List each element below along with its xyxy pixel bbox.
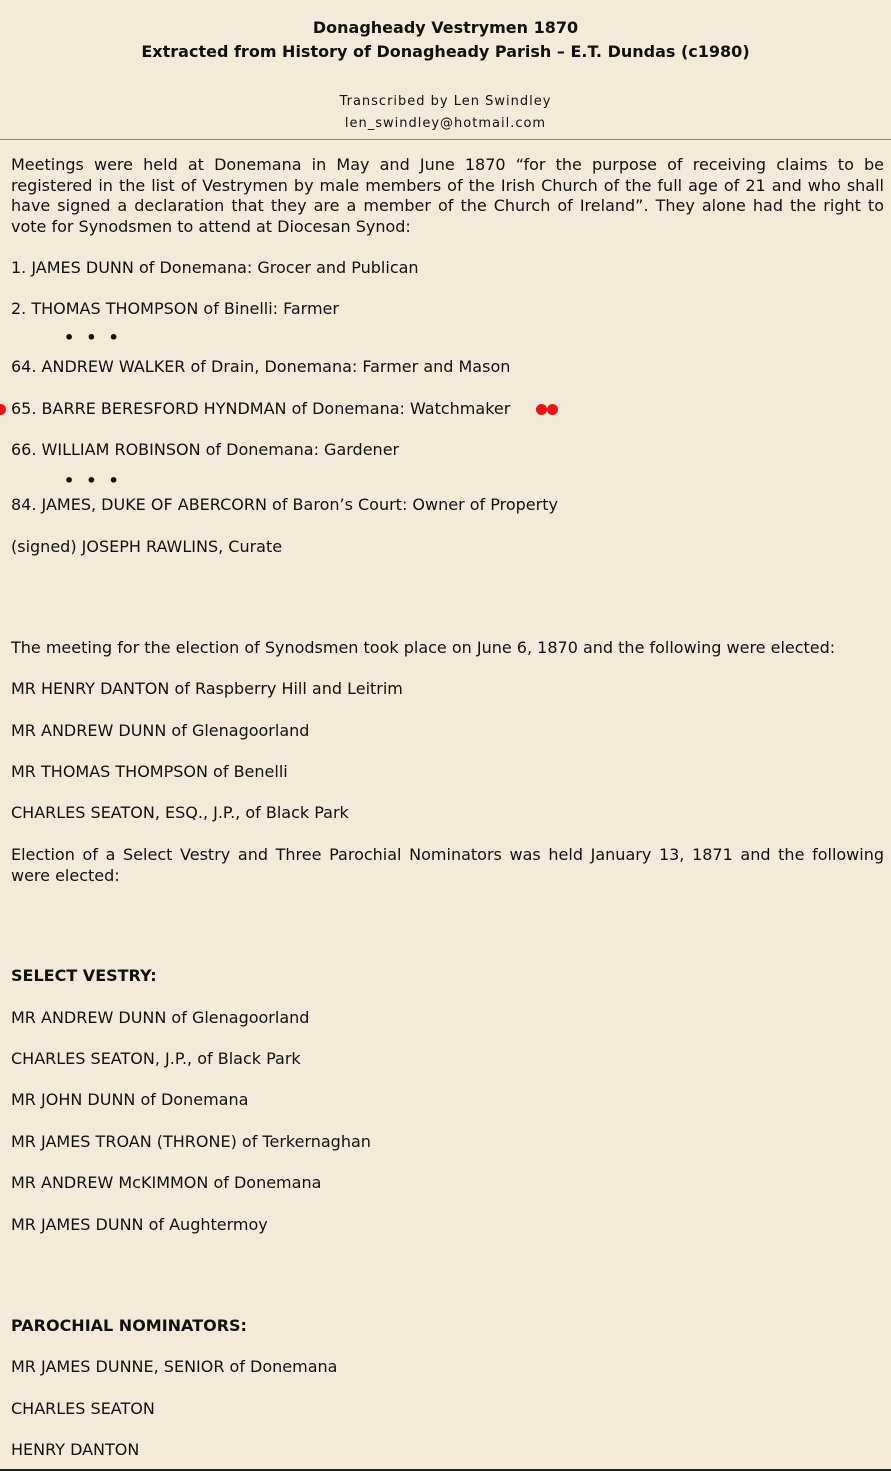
vestryman-64: 64. ANDREW WALKER of Drain, Donemana: Farmer and Mason [11, 357, 511, 376]
nominator-1: MR JAMES DUNNE, SENIOR of Donemana [11, 1357, 338, 1376]
intro-paragraph: Meetings were held at Donemana in May and June 1870 “for the purpose of receiving claims to be registered in the list of Vestrymen by male members of the Irish Church of the full age of 21 and who shall have signed a declaration that they are a member of the Church of Ireland”. They alone had the right to vote for Synodsmen to attend at Diocesan Synod: [11, 155, 884, 236]
election-intro: Election of a Select Vestry and Three Parochial Nominators was held January 13, 1871 and the following were elected: [11, 845, 884, 885]
select-vestry-member-4: MR JAMES TROAN (THRONE) of Terkernaghan [11, 1132, 371, 1151]
page-subtitle: Extracted from History of Donagheady Parish – E.T. Dundas (c1980) [141, 42, 750, 61]
synodsman-2: MR ANDREW DUNN of Glenagoorland [11, 721, 310, 740]
header-divider [0, 139, 891, 140]
transcriber-email[interactable]: len_swindley@hotmail.com [344, 116, 547, 131]
vestryman-65: 65. BARRE BERESFORD HYNDMAN of Donemana: Watchmaker [11, 399, 511, 418]
synodsmen-intro: The meeting for the election of Synodsmen took place on June 6, 1870 and the following were elected: [11, 638, 836, 657]
select-vestry-member-1: MR ANDREW DUNN of Glenagoorland [11, 1008, 310, 1027]
signed-line: (signed) JOSEPH RAWLINS, Curate [11, 537, 283, 556]
synodsman-3: MR THOMAS THOMPSON of Benelli [11, 762, 288, 781]
select-vestry-member-2: CHARLES SEATON, J.P., of Black Park [11, 1049, 301, 1068]
vestryman-2: 2. THOMAS THOMPSON of Binelli: Farmer [11, 299, 339, 318]
select-vestry-member-6: MR JAMES DUNN of Aughtermoy [11, 1215, 268, 1234]
vestryman-1: 1. JAMES DUNN of Donemana: Grocer and Publican [11, 258, 419, 277]
ellipsis-1: ••• [64, 328, 131, 347]
synodsman-1: MR HENRY DANTON of Raspberry Hill and Leitrim [11, 679, 403, 698]
transcriber-credit: Transcribed by Len Swindley [339, 94, 552, 109]
page-title: Donagheady Vestrymen 1870 [312, 18, 579, 37]
highlight-marker-left [0, 404, 6, 415]
select-vestry-member-3: MR JOHN DUNN of Donemana [11, 1090, 249, 1109]
highlight-marker-right-1 [536, 404, 547, 415]
nominator-3: HENRY DANTON [11, 1440, 140, 1459]
vestryman-66: 66. WILLIAM ROBINSON of Donemana: Gardener [11, 440, 400, 459]
select-vestry-heading: SELECT VESTRY: [11, 966, 157, 985]
synodsman-4: CHARLES SEATON, ESQ., J.P., of Black Park [11, 803, 349, 822]
select-vestry-member-5: MR ANDREW McKIMMON of Donemana [11, 1173, 322, 1192]
nominator-2: CHARLES SEATON [11, 1399, 155, 1418]
vestryman-84: 84. JAMES, DUKE OF ABERCORN of Baron’s Court: Owner of Property [11, 495, 558, 514]
parochial-nominators-heading: PAROCHIAL NOMINATORS: [11, 1316, 247, 1335]
highlight-marker-right-2 [547, 404, 558, 415]
ellipsis-2: ••• [64, 471, 131, 490]
